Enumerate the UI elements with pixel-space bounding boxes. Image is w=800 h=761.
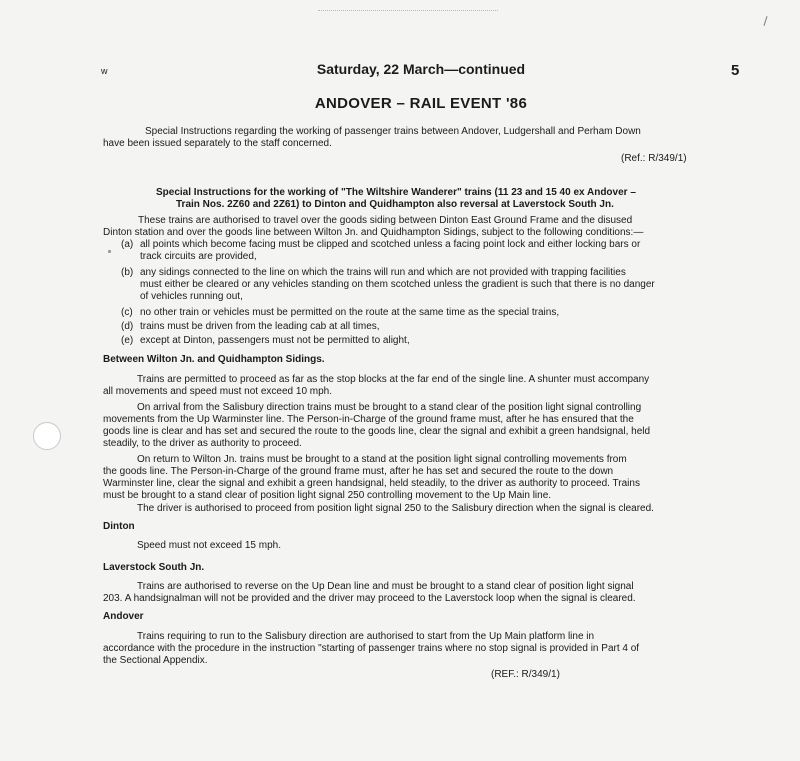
condition-line: must either be cleared or any vehicles standing on them scotched unless the gradient is such that there is no danger (140, 279, 655, 290)
wilton-p2-line: steadily, to the driver as authority to proceed. (103, 438, 302, 449)
condition-label: (d) (121, 321, 134, 332)
condition-label: (b) (121, 267, 134, 278)
wilton-p2-line: goods line is clear and has set and secured the route to the goods line, clear the signal and exhibit a green handsignal, held (103, 426, 651, 437)
wilton-p3-line: Warminster line, clear the signal and exhibit a green handsignal, held steadily, to the driver as authority to proceed. Trains (103, 478, 640, 489)
intro-ref: (Ref.: R/349/1) (621, 153, 687, 164)
wilton-p2-line: On arrival from the Salisbury direction trains must be brought to a stand clear of the position light signal controlling (137, 402, 642, 413)
andover-line: Trains requiring to run to the Salisbury direction are authorised to start from the Up Main platform line in (137, 631, 595, 642)
andover-ref: (REF.: R/349/1) (491, 669, 560, 680)
wilton-p1-line: Trains are permitted to proceed as far as the stop blocks at the far end of the single line. A shunter must accompany (137, 374, 650, 385)
condition-label: (e) (121, 335, 134, 346)
wilton-p3-line: On return to Wilton Jn. trains must be brought to a stand at the position light signal controlling movements from (137, 454, 627, 465)
dinton-text: Speed must not exceed 15 mph. (137, 540, 281, 551)
page-heading: Saturday, 22 March—continued (316, 61, 526, 77)
wilton-p1-line: all movements and speed must not exceed 10 mph. (103, 386, 333, 397)
document-title: ANDOVER – RAIL EVENT '86 (314, 95, 528, 112)
special-body-line: These trains are authorised to travel over the goods siding between Dinton East Ground Frame and the disused (138, 215, 633, 226)
special-heading-line: Special Instructions for the working of "The Wiltshire Wanderer" trains (11 23 and 15 40 ex Andover – (156, 187, 636, 198)
wilton-p4-line: The driver is authorised to proceed from position light signal 250 to the Salisbury direction when the signal is cleared. (137, 503, 654, 514)
page-number: 5 (731, 62, 740, 79)
section-heading-wilton: Between Wilton Jn. and Quidhampton Sidings. (103, 354, 325, 365)
special-heading-line: Train Nos. 2Z60 and 2Z61) to Dinton and Quidhampton also reversal at Laverstock South Jn. (176, 199, 614, 210)
scan-speck (108, 250, 111, 253)
condition-line: all points which become facing must be clipped and scotched unless a facing point lock and either locking bars or (140, 239, 641, 250)
section-heading-laverstock: Laverstock South Jn. (103, 562, 205, 573)
section-heading-dinton: Dinton (103, 521, 135, 532)
condition-line: trains must be driven from the leading cab at all times, (140, 321, 380, 332)
condition-line: except at Dinton, passengers must not be permitted to alight, (140, 335, 410, 346)
laverstock-line: 203. A handsignalman will not be provided and the driver may proceed to the Laverstock loop when the signal is cleared. (103, 593, 636, 604)
condition-label: (a) (121, 239, 134, 250)
punch-hole (33, 422, 61, 450)
special-body-line: Dinton station and over the goods line between Wilton Jn. and Quidhampton Sidings, subject to the following conditions:— (103, 227, 644, 238)
condition-line: any sidings connected to the line on which the trains will run and which are not provided with trapping facilities (140, 267, 626, 278)
condition-line: of vehicles running out, (140, 291, 243, 302)
wilton-p3-line: must be brought to a stand clear of position light signal 250 controlling movement to the Up Main line. (103, 490, 552, 501)
condition-line: track circuits are provided, (140, 251, 257, 262)
intro-line: Special Instructions regarding the working of passenger trains between Andover, Ludgershall and Perham Down (145, 126, 641, 137)
section-heading-andover: Andover (103, 611, 144, 622)
condition-label: (c) (121, 307, 133, 318)
intro-line: have been issued separately to the staff concerned. (103, 138, 332, 149)
pen-mark (763, 16, 767, 26)
corner-mark: w (101, 66, 108, 76)
laverstock-line: Trains are authorised to reverse on the Up Dean line and must be brought to a stand clear of position light signal (137, 581, 634, 592)
andover-line: the Sectional Appendix. (103, 655, 208, 666)
condition-line: no other train or vehicles must be permitted on the route at the same time as the special trains, (140, 307, 560, 318)
wilton-p2-line: movements from the Up Warminster line. The Person-in-Charge of the ground frame must, after he has ensured that the (103, 414, 634, 425)
andover-line: accordance with the procedure in the instruction "starting of passenger trains where no stop signal is provided in Part 4 of (103, 643, 640, 654)
scan-artifact (318, 10, 498, 12)
wilton-p3-line: the goods line. The Person-in-Charge of the ground frame must, after he has set and secured the route to the down (103, 466, 614, 477)
